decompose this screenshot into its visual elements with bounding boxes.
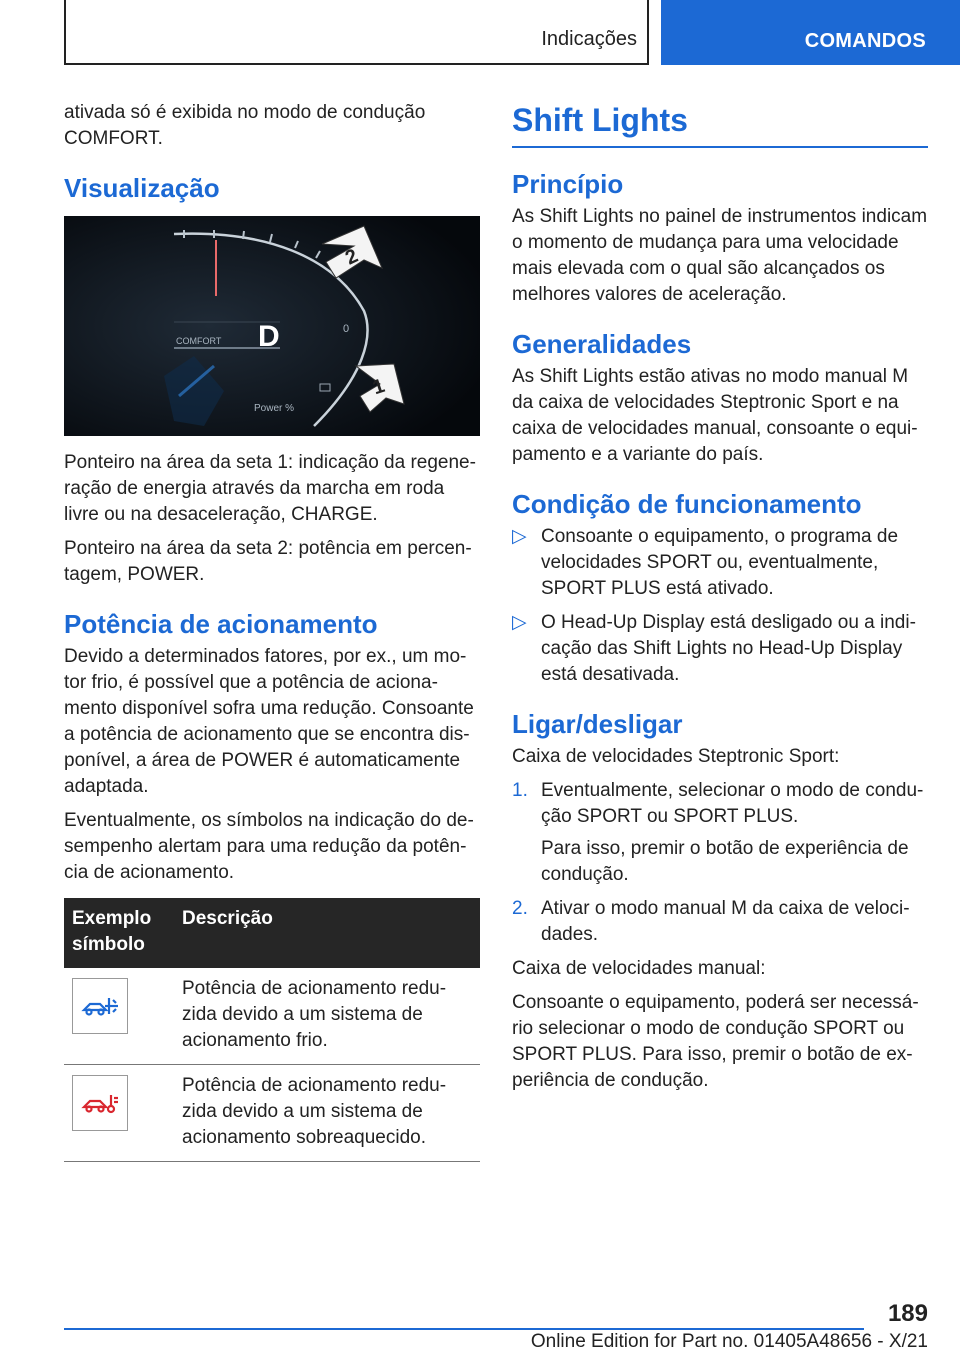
step-number: 1.	[512, 780, 528, 801]
table-cell-symbol	[64, 968, 174, 1065]
list-item	[512, 610, 928, 688]
callout-2-number: 2	[342, 244, 362, 270]
header-section-tab	[64, 0, 649, 65]
list-item	[512, 778, 928, 888]
para-arrow-2: Ponteiro na área da seta 2: potência em percentagem, POWER.	[64, 538, 472, 585]
triangle-bullet-icon: ▷	[512, 526, 527, 547]
instrument-cluster-graphic	[64, 216, 480, 436]
table-cell-description: Potência de acionamento reduzida devido a um sistema de acionamento frio.	[174, 968, 480, 1065]
table-header-symbol: Exemplo símbolo	[64, 898, 174, 968]
title-shift-lights: Shift Lights	[512, 100, 928, 148]
header-section-title: Indicações	[541, 28, 637, 50]
footer-divider	[64, 1328, 864, 1330]
steptronic-label: Caixa de velocidades Steptronic Sport:	[512, 746, 840, 767]
condition-list	[512, 524, 928, 688]
left-column	[64, 100, 480, 1162]
cluster-comfort-label: COMFORT	[176, 336, 222, 346]
para-arrow-1: Ponteiro na área da seta 1: indicação da regeneração de energia através da marcha em roda livre ou na desaceleração, CHARGE.	[64, 452, 476, 525]
cluster-zero-label: 0	[343, 323, 350, 335]
heading-principle: Princípio	[512, 169, 624, 199]
heading-operating-condition: Condição de funcionamento	[512, 489, 862, 519]
symbol-box	[72, 1075, 128, 1131]
step-text: Eventualmente, selecionar o modo de condução SPORT ou SPORT PLUS.	[541, 780, 924, 827]
condition-text: O Head-Up Display está desligado ou a indicação das Shift Lights no Head-Up Display está desativada.	[541, 612, 916, 685]
table-cell-symbol	[64, 1065, 174, 1162]
list-item	[512, 524, 928, 602]
para-drive-power-2: Eventualmente, os símbolos na indicação do desempenho alertam para uma redução da potência de acionamento.	[64, 810, 474, 883]
steps-list	[512, 778, 928, 948]
cluster-power-label: Power %	[254, 403, 295, 414]
hot-drivetrain-icon	[80, 1091, 120, 1115]
heading-general: Generalidades	[512, 329, 692, 359]
symbol-table	[64, 898, 480, 1162]
heading-drive-power: Potência de acionamento	[64, 609, 378, 639]
table-cell-description: Potência de acionamento reduzida devido a um sistema de acionamento sobreaquecido.	[174, 1065, 480, 1162]
step-number: 2.	[512, 898, 528, 919]
heading-display: Visualização	[64, 173, 220, 203]
para-drive-power-1: Devido a determinados fatores, por ex., um motor frio, é possível que a potência de acionamento disponível sofra uma redução. Consoante a potência de acionamento que se encontra disponível, a área de POWER é automaticamente adaptada.	[64, 646, 474, 797]
list-item	[512, 896, 928, 948]
table-row	[64, 1065, 480, 1162]
callout-1-number: 1	[370, 374, 388, 400]
condition-text: Consoante o equipamento, o programa de velocidades SPORT ou, eventualmente, SPORT PLUS está ativado.	[541, 526, 899, 599]
table-header-row	[64, 898, 480, 968]
table-header-description: Descrição	[174, 898, 480, 968]
cold-drivetrain-icon	[80, 994, 120, 1018]
header-chapter-title: COMANDOS	[804, 30, 926, 52]
step-subtext: Para isso, premir o botão de experiência de condução.	[541, 838, 909, 885]
page-number: 189	[887, 1300, 928, 1327]
cluster-gear-label: D	[258, 320, 280, 353]
manual-label: Caixa de velocidades manual:	[512, 958, 766, 979]
para-general: As Shift Lights estão ativas no modo manual M da caixa de velocidades Steptronic Sport e na caixa de velocidades manual, consoante o equipamento e a variante do país.	[512, 366, 918, 465]
para-principle: As Shift Lights no painel de instrumentos indicam o momento de mudança para uma velocidade mais elevada com o qual são alcançados os melhores valores de aceleração.	[512, 206, 928, 305]
symbol-box	[72, 978, 128, 1034]
header-chapter-tab	[661, 0, 960, 65]
triangle-bullet-icon: ▷	[512, 612, 527, 633]
manual-paragraph: Consoante o equipamento, poderá ser necessário selecionar o modo de condução SPORT ou SPORT PLUS. Para isso, premir o botão de experiência de condução.	[512, 992, 919, 1091]
table-row	[64, 968, 480, 1065]
right-column	[512, 100, 928, 1102]
intro-paragraph: ativada só é exibida no modo de condução COMFORT.	[64, 102, 426, 149]
instrument-cluster-image	[64, 216, 480, 436]
step-text: Ativar o modo manual M da caixa de velocidades.	[541, 898, 910, 945]
footer-edition: Online Edition for Part no. 01405A48656 - X/21	[530, 1331, 928, 1352]
heading-on-off: Ligar/desligar	[512, 709, 683, 739]
